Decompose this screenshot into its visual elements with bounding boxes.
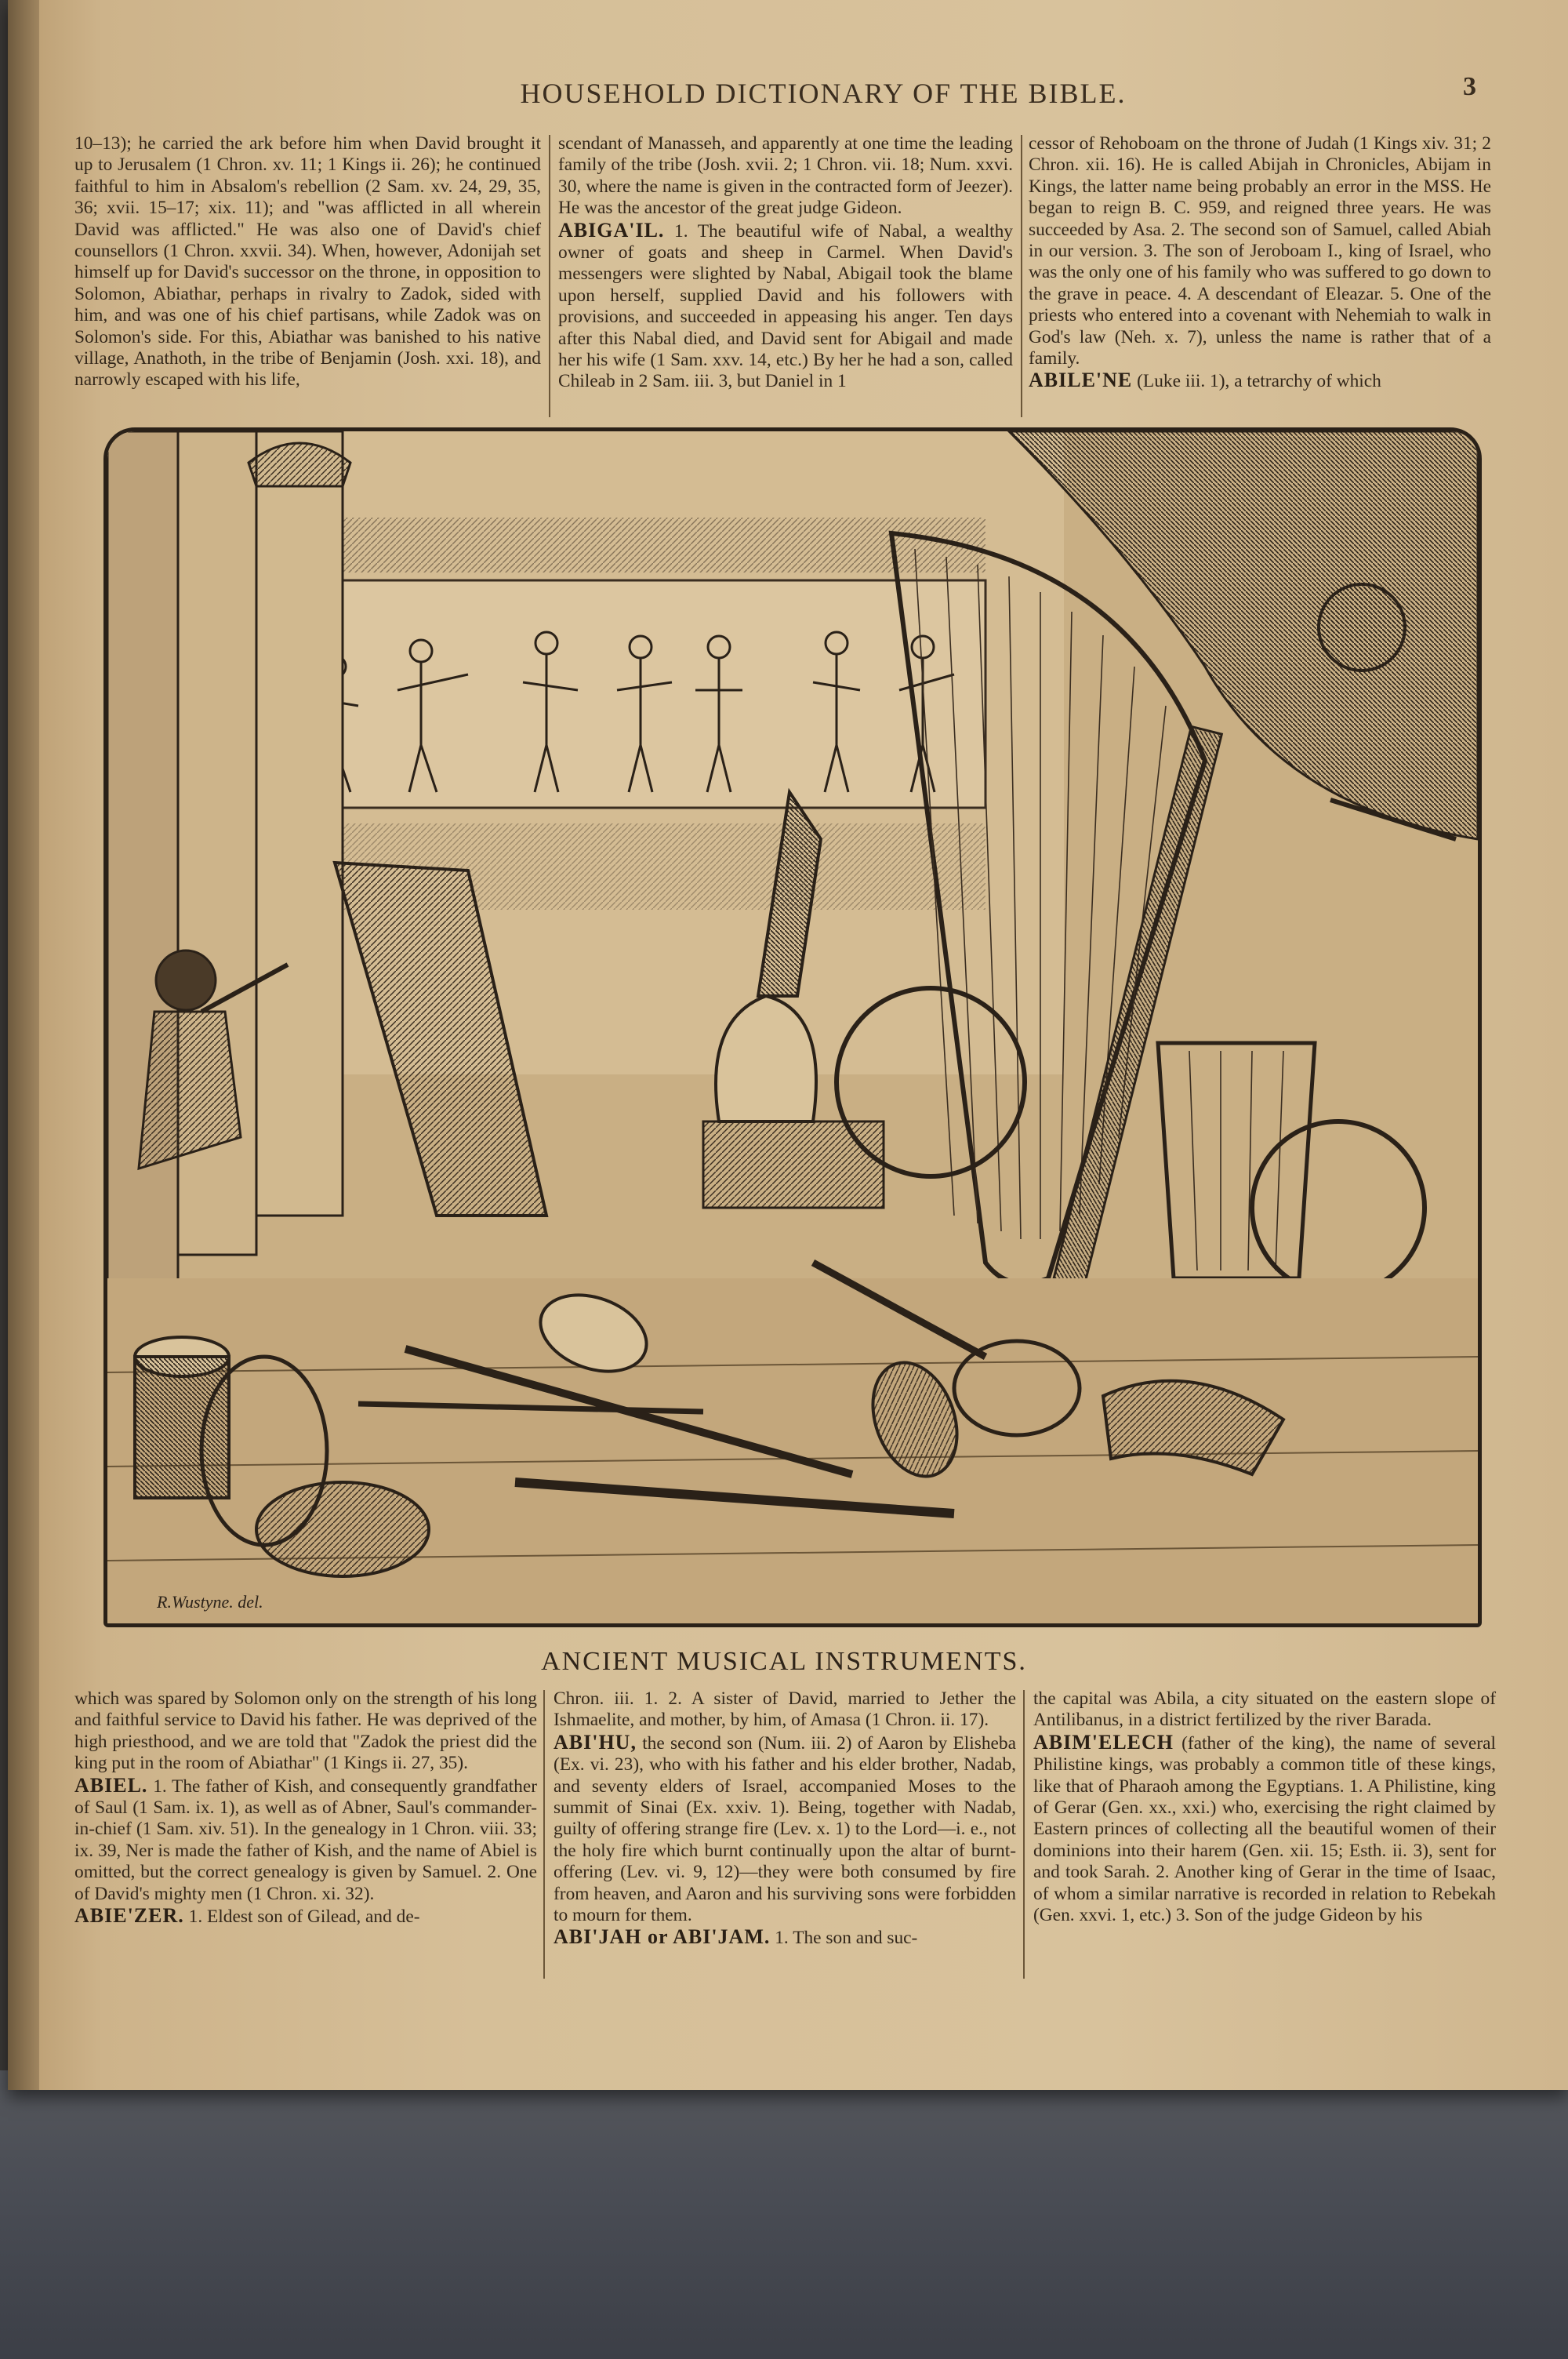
- entry-abigail: 1. The beautiful wife of Nabal, a wealthy owner of goats and sheep in Carmel. When David's messengers were slighted by Nabal, Abigail took the blame upon herself, supplied David and his followers with provisions, and succeeded in appeasing his anger. Ten days after this Nabal died, and David sent for Abigail and made her his wife (1 Sam. xxv. 14, etc.) By her he had a son, called Chileab in 2 Sam. iii. 3, but Daniel in 1: [558, 220, 1013, 392]
- bottom-col2-entry2: [554, 1926, 1016, 1949]
- bottom-col3-entry1: [1033, 1732, 1496, 1927]
- engraver-signature: R.Wustyne. del.: [157, 1592, 263, 1612]
- headword-abiel: ABIEL.: [74, 1773, 148, 1797]
- top-col2-entry: [558, 220, 1013, 393]
- entry-abimelech: (father of the king), the name of several Philistine kings, was probably a common title of these kings, like that of Pharaoh among the Egyptians. 1. A Philistine, king of Gerar (Gen. xx., xxi.) who, exercising the right claimed by Eastern princes of collecting all the beautiful women of their dominions into their harem (Gen. xii. 15; Esth. ii. 3), sent for and took Sarah. 2. Another king of Gerar in the time of Isaac, of whom a similar narrative is recorded in relation to Rebekah (Gen. xxvi. 1, etc.) 3. Son of the judge Gideon by his: [1033, 1732, 1496, 1926]
- top-column-1: [74, 133, 541, 391]
- entry-abiezer: 1. Eldest son of Gilead, and de-: [188, 1906, 420, 1928]
- entry-abijah: 1. The son and suc-: [775, 1928, 918, 1949]
- page-number: 3: [1463, 72, 1476, 101]
- column-rule: [549, 135, 550, 417]
- bottom-col2-entry1: [554, 1732, 1016, 1927]
- column-rule: [1023, 1690, 1025, 1979]
- bottom-col3-intro: the capital was Abila, a city situated on the eastern slope of Antilibanus, in a district fertilized by the river Barada.: [1033, 1688, 1496, 1731]
- bottom-column-3: [1033, 1688, 1496, 1926]
- illustration-caption: ANCIENT MUSICAL INSTRUMENTS.: [541, 1647, 1027, 1676]
- headword-abijah: ABI'JAH or ABI'JAM.: [554, 1925, 771, 1949]
- entry-abihu: the second son (Num. iii. 2) of Aaron by Elisheba (Ex. vi. 23), who with his father and his elder brother, Nadab, and seventy elders of Israel, accompanied Moses to the summit of Sinai (Ex. xxiv. 1). Being, together with Nadab, guilty of offering strange fire (Lev. x. 1) to the Lord—i. e., not the holy fire which burnt continually upon the altar of burnt-offering (Lev. vi. 9, 12)—they were both consumed by fire from heaven, and Aaron and his surviving sons were forbidden to mourn for them.: [554, 1732, 1016, 1926]
- bottom-column-1: [74, 1688, 537, 1928]
- engraving-illustration: [103, 427, 1482, 1627]
- headword-abigail: ABIGA'IL.: [558, 218, 665, 242]
- entry-abilene: (Luke iii. 1), a tetrarchy of which: [1137, 371, 1381, 392]
- column-rule: [1021, 135, 1022, 417]
- top-col2-intro: scendant of Manasseh, and apparently at one time the leading family of the tribe (Josh. xvii. 2; 1 Chron. vii. 18; Num. xxvi. 30, where the name is given in the contracted form of Jeezer). He was the ancestor of the great judge Gideon.: [558, 133, 1013, 219]
- bottom-col1-entry1: [74, 1775, 537, 1905]
- top-column-3: [1029, 133, 1491, 393]
- column-rule: [543, 1690, 545, 1979]
- bottom-col1-entry2: [74, 1905, 537, 1928]
- background-surface: [0, 2070, 1568, 2359]
- entry-abiel: 1. The father of Kish, and consequently grandfather of Saul (1 Sam. ix. 1), as well as of Abner, Saul's commander-in-chief (1 Sam. xiv. 51). In the genealogy in 1 Chron. viii. 33; ix. 39, Ner is made the father of Kish, and the name of Abiel is omitted, but the correct genealogy is given by Samuel. 2. One of David's mighty men (1 Chron. xi. 32).: [74, 1776, 537, 1904]
- headword-abihu: ABI'HU,: [554, 1730, 637, 1754]
- top-col3-entry: [1029, 369, 1491, 392]
- bottom-column-2: [554, 1688, 1016, 1950]
- bottom-col2-intro: Chron. iii. 1. 2. A sister of David, married to Jether the Ishmaelite, and mother, by him, of Amasa (1 Chron. ii. 17).: [554, 1688, 1016, 1731]
- top-col1-text: 10–13); he carried the ark before him when David brought it up to Jerusalem (1 Chron. xv. 11; 1 Kings ii. 26); he continued faithful to him in Absalom's rebellion (2 Sam. xv. 24, 29, 35, 36; xvii. 15–17; xix. 11); and "was afflicted in all wherein David was afflicted." He was also one of David's chief counsellors (1 Chron. xxvii. 34). When, however, Adonijah set himself up for David's successor on the throne, in opposition to Solomon, Abiathar, perhaps in rivalry to Zadok, sided with him, and was one of his chief partisans, while Zadok was on Solomon's side. For this, Abiathar was banished to his native village, Anathoth, in the tribe of Benjamin (Josh. xxi. 18), and narrowly escaped with his life,: [74, 133, 541, 391]
- running-title: HOUSEHOLD DICTIONARY OF THE BIBLE.: [520, 78, 1127, 109]
- headword-abilene: ABILE'NE: [1029, 369, 1133, 392]
- engraving-artwork: [107, 431, 1478, 1623]
- headword-abiezer: ABIE'ZER.: [74, 1904, 184, 1928]
- bottom-col1-intro: which was spared by Solomon only on the strength of his long and faithful service to David his father. He was deprived of the high priesthood, and we are told that "Zadok the priest did the king put in the room of Abiathar" (1 Kings ii. 27, 35).: [74, 1688, 537, 1774]
- top-column-2: [558, 133, 1013, 393]
- headword-abimelech: ABIM'ELECH: [1033, 1730, 1174, 1754]
- page-gutter: [8, 0, 39, 2090]
- top-col3-intro: cessor of Rehoboam on the throne of Judah (1 Kings xiv. 31; 2 Chron. xii. 16). He is called Abijah in Chronicles, Abijam in Kings, the latter name being probably an error in the MSS. He began to reign B. C. 959, and reigned three years. He was succeeded by Asa. 2. The second son of Samuel, called Abiah in our version. 3. The son of Jeroboam I., king of Israel, who was the only one of his family who was suffered to go down to the grave in peace. 4. A descendant of Eleazar. 5. One of the priests who entered into a covenant with Nehemiah to walk in God's law (Neh. x. 7), unless the name is rather that of a family.: [1029, 133, 1491, 369]
